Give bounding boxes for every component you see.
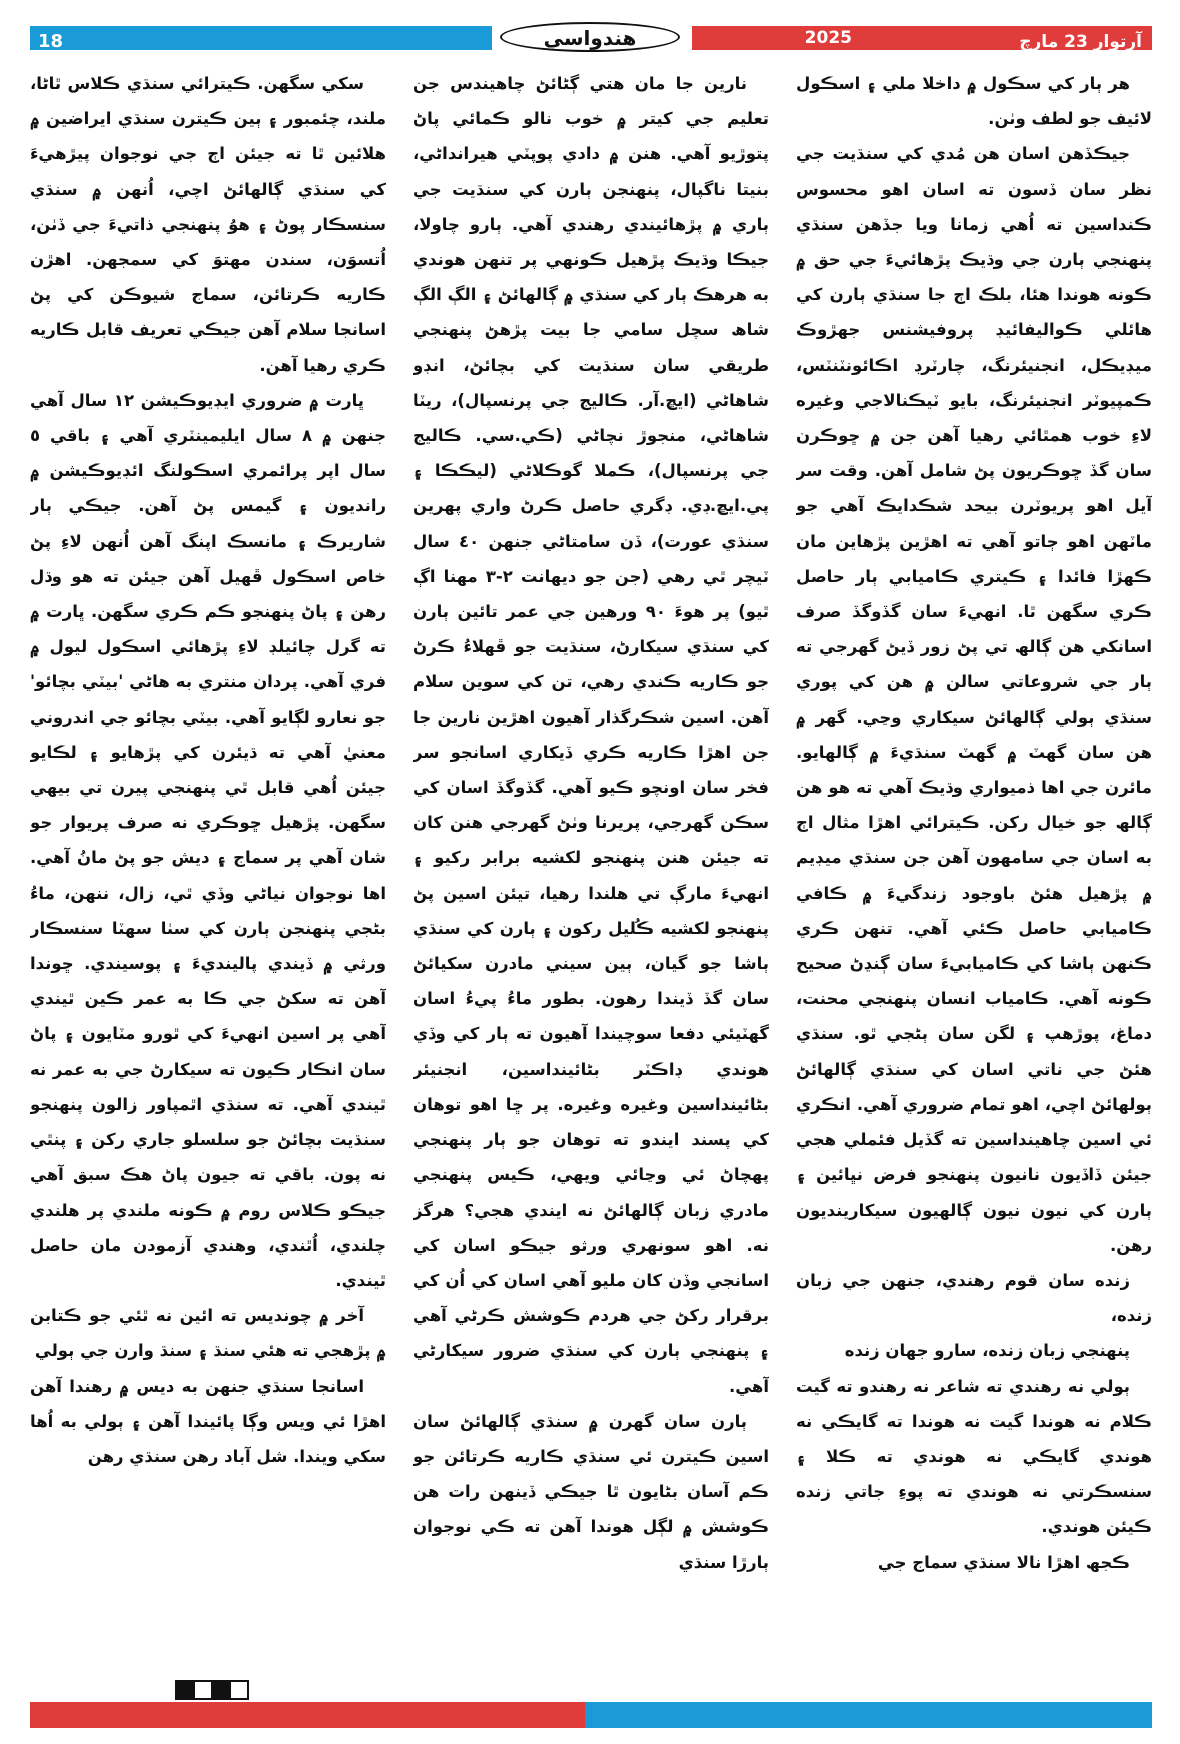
header-year: 2025 <box>804 28 852 48</box>
poem-line: پنهنجي زبان زنده، سارو جهان زنده <box>844 1341 1130 1361</box>
end-of-article-mark-icon <box>175 1680 247 1700</box>
paragraph: آخر ۾ چونديس ته ائين نه ٿئي جو ڪتابن ۾ پڙھجي ته هئي سنڌ ۽ سنڌ وارن جي ٻولي <box>30 1306 386 1361</box>
paragraph: اسانجا سنڌي جنهن به ديس ۾ رهندا آهن اهڙا ئي ويس وڳا پائيندا آهن ۽ ٻولي به اُها سکي ويندا. شل آباد رهن سنڌي رهن <box>30 1376 386 1466</box>
footer-red-bar <box>30 1702 585 1728</box>
paragraph: ٻارن سان گھرن ۾ سنڌي ڳالهائڻ سان اسين ڪيترن ئي سنڌي ڪاريه ڪرتائن جو ڪم آسان بڻايون ٿا جيڪي ڏينهن رات هن ڪوشش ۾ لڳل هوندا آهن ته ڪي نوجوان ٻارڙا سنڌي <box>413 1411 769 1572</box>
page-header <box>30 22 1152 54</box>
paragraph: جيڪڏھن اسان ھن مُدي کي سنڌيت جي نظر سان ڏسون ته اسان اهو محسوس ڪنداسين ته اُهي زمانا ويا جڏھن سنڌي پنھنجي ٻارن جي وڌيڪ پڙھائيءَ جي حق ۾ ڪونه هوندا هئا، بلڪ اڄ جا سنڌي ٻارن کي هائلي ڪواليفائيڊ پروفيشنس جهڙوڪ ميڊيڪل، انجنيئرنگ، چارٽرڊ اڪائونٽنٽس، ڪمپيوٽر انجنيئرنگ، بايو ٽيڪنالاجي وغيره لاءِ خوب همٿائي رهيا آهن جن ۾ ڇوڪرن سان گڏ ڇوڪريون پڻ شامل آهن. وقت سر آيل اهو پريوٽرن بيحد شڪدايڪ آهي جو ماٽهن اهو ڄاتو آهي ته اهڙين پڙھاين مان ڪهڙا فائدا ۽ ڪيتري ڪاميابي ٻار حاصل ڪري سگهن ٿا. انھيءَ سان گڏوگڏ صرف اسانکي ھن ڳالھ تي پڻ زور ڏيڻ گھرجي ته ٻار جي شروعاتي سالن ۾ ھن کي پوري سنڌي ٻولي ڳالهائڻ سيکاري وڃي. گھر ۾ ھن سان گھٽ ۾ گھٽ سنڌيءَ ۾ ڳالهايو. مائرن جي اها ذميواري وڌيڪ آهي ته ھو ھن ڳالھ جو خيال رکن. ڪيترائي اهڙا مثال اڄ به اسان جي سامهون آهن جن سنڌي ميڊيم ۾ پڙھيل هئڻ باوجود زندگيءَ ۾ ڪافي ڪاميابي حاصل ڪئي آهي. تنهن ڪري ڪنهن ٻاشا کي ڪاميابيءَ سان ڳنڍڻ صحيح ڪونه آهي. ڪامياب انسان پنهنجي محنت، دماغ، پوڙھپ ۽ لگن سان ٻڻجي ٿو. سنڌي هئڻ جي ناتي اسان کي سنڌي ڳالهائڻ ٻولهائڻ اچي، اهو تمام ضروري آهي. انڪري ئي اسين چاهينداسين ته گڏيل فئملي هجي جيئن ڏاڏيون نانيون پنهنجو فرض نڀائين ۽ ٻارن کي نيون نيون ڳالهيون سيکارينديون رهن. <box>796 144 1152 1255</box>
paragraph: هر ٻار کي سڪول ۾ داخلا ملي ۽ اسڪول لائيف جو لطف وٺن. <box>796 74 1152 129</box>
paragraph: ڀارت ۾ ضروري ايڊيوڪيشن ١٢ سال آهي جنهن ۾ ٨ سال ايليمينٽري آهي ۽ باقي ٥ سال اپر پرائمري اسڪولنگ ائڊيوڪيشن ۾ رانديون ۽ گيمس پڻ آهن. جيڪي ٻار شاريرڪ ۽ مانسڪ اپنگ آهن اُنهن لاءِ پڻ خاص اسڪول ڦهيل آهن جيئن ته هو وڌل رهن ۽ پاڻ پنهنجو ڪم ڪري سگهن. ڀارت ۾ ته گرل چائيلڊ لاءِ پڙھائي اسڪول ليول ۾ فري آهي. پردان منتري به هاڻي 'بيٽي بچائو' جو نعارو لڳايو آهي. بيٽي بچائو جي اندروني معنيٰ آهي ته ڌيئرن کي پڙھايو ۽ لڪايو جيئن اُهي قابل ٿي پنهنجي پيرن تي بيهي سگهن. پڙھيل ڇوڪري نه صرف پريوار جو شان آهي پر سماج ۽ ديش جو پڻ مانُ آهي. اها نوجوان نياڻي وڏي ٿي، زال، ننهن، ماءُ بڻجي پنهنجن ٻارن کي سٺا سهٽا سنسڪار ورثي ۾ ڏيندي پالينديءَ ۽ پوسيندي. ڇوندا آهن ته سکڻ جي ڪا به عمر ڪين ٿيندي آهي پر اسين انھيءَ کي ٿورو مٽايون ۽ پاڻ سان انڪار ڪيون ته سيکارڻ جي به عمر نه ٿيندي آهي. ته سنڌي اٿمپاور زالون پنهنجو سنڌيت بچائڻ جو سلسلو جاري رکن ۽ پنٿي نه پون. باقي ته جيون پاڻ هڪ سبق آهي جيڪو ڪلاس روم ۾ ڪونه ملندي پر هلندي چلندي، اُٿندي، وهندي آزمودن مان حاصل ٿيندي. <box>30 390 386 1290</box>
article-columns <box>30 66 1152 1676</box>
paragraph: سکي سگهن. ڪيترائي سنڌي ڪلاس ٿاڻا، ملند، چئمبور ۽ ٻين ڪيترن سنڌي ايراضين ۾ هلائين ٿا ته جيئن اڄ جي نوجوان پيڙھيءَ کي سنڌي ڳالهائڻ اچي، اُنهن ۾ سنڌي سنسڪار پوڻ ۽ هوُ پنهنجي ذاتيءَ جي ڏٺن، اُتسوَن، سندن مهتوَ کي سمجھن. اهڙن ڪاريه ڪرتائن، سماج شيوڪن کي پڻ اسانجا سلام آهن جيڪي تعريف قابل ڪاريه ڪري رهيا آهن. <box>30 74 386 375</box>
header-red-bar <box>692 26 1152 50</box>
paragraph: نارين جا مان هتي ڳڻائڻ چاهيندس جن تعليم جي کيتر ۾ خوب نالو ڪمائي پاڻ پتوڙيو آهي. ھنن ۾ دادي پوپٽي هيرانداڻي، بنيتا ناگپال، پنهنجن ٻارن کي سنڌيت جي ٻاري ۾ پڙهائيندي رهندي آهي. ٻارو چاولا، جيڪا وڌيڪ پڙھيل ڪونهي پر تنهن هوندي به هرهڪ ٻار کي سنڌي ۾ ڳالهائڻ ۽ الڳ الڳ شاھ سچل سامي جا بيت پڙھڻ پنهنجي طريقي سان سنڌيت کي بچائڻ، انڊو شاھاڻي (ايڇ.آر. ڪاليج جي پرنسپال)، ريٽا شاهاڻي، منجوڙ نچاڻي (ڪي.سي. ڪاليج جي پرنسپال)، ڪملا گوڪلاڻي (ليڪڪا ۽ پي.ايڇ.ڊي. ڊگري حاصل ڪرڻ واري پهرين سنڌي عورت)، ڏن سامتاڻي جنهن ٤٠ سال ٽيچر ٿي رهي (جن جو ديهانت ٢-٣ مهنا اڳ ٿيو) پر هوءَ ٩٠ ورهين جي عمر تائين ٻارن کي سنڌي سيکارڻ، سنڌيت جو ڦهلاءُ ڪرڻ جو ڪاريه ڪندي رهي، تن کي سوين سلام آهن. اسين شڪرگذار آهيون اهڙين نارين جا جن اهڙا ڪاريه ڪري ڏيکاري اسانجو سر فخر سان اونچو ڪيو آهي. گڏوگڏ اسان کي سڪن گھرجي، پريرنا وٺڻ گھرجي هنن کان ته جيئن هنن پنهنجو لکشيه برابر رکيو ۽ انھيءَ مارڳ تي هلندا رهيا، تيئن اسين پڻ پنهنجو لکشيه ڪُليل رکون ۽ ٻارن کي سنڌي ٻاشا جو گيان، ٻين سيني مادرن سکيائڻ سان گڏ ڏيندا رهون. بطور ماءُ پيءُ اسان گھٽيئي دفعا سوچيندا آهيون ته ٻار کي وڏي هوندي ڊاڪٽر بڻائينداسين، انجنيئر بڻائينداسين وغيره وغيره. پر ڇا اهو توهان کي پسند ايندو ته توهان جو ٻار پنهنجي پهچاڻ ئي وڃائي ويهي، ڪيس پنهنجي مادري زبان ڳالهائڻ نه ايندي هجي؟ هرگز نه. اهو سونهري ورثو جيڪو اسان کي اسانجي وڏن کان مليو آهي اسان کي اُن کي برقرار رکڻ جي هردم ڪوشش ڪرڻي آهي ۽ پنهنجي ٻارن کي سنڌي ضرور سيکارڻي آهي. <box>413 74 769 1396</box>
column-middle <box>413 66 769 1676</box>
footer-blue-bar <box>585 1702 1152 1728</box>
header-date: آرتوار 23 مارچ <box>1019 32 1142 52</box>
page-footer <box>30 1702 1152 1728</box>
page-number: 18 <box>38 31 64 52</box>
poem-line: زنده سان قوم رهندي، جنهن جي زبان زنده، <box>796 1270 1152 1326</box>
column-right <box>796 66 1152 1676</box>
column-left <box>30 66 386 1666</box>
newspaper-logo: ھندواسي <box>500 22 680 52</box>
paragraph: ٻولي نه رهندي ته شاعر نه رهندو ته گيت ڪلام نه هوندا گيت نه هوندا ته گايڪي نه هوندي گايڪي نه هوندي ته ڪلا ۽ سنسڪرتي نه هوندي ته پوءِ جاتي زنده ڪيئن هوندي. <box>796 1376 1152 1537</box>
header-blue-bar <box>30 26 492 50</box>
paragraph: ڪجھ اهڙا نالا سنڌي سماج جي <box>877 1552 1130 1572</box>
